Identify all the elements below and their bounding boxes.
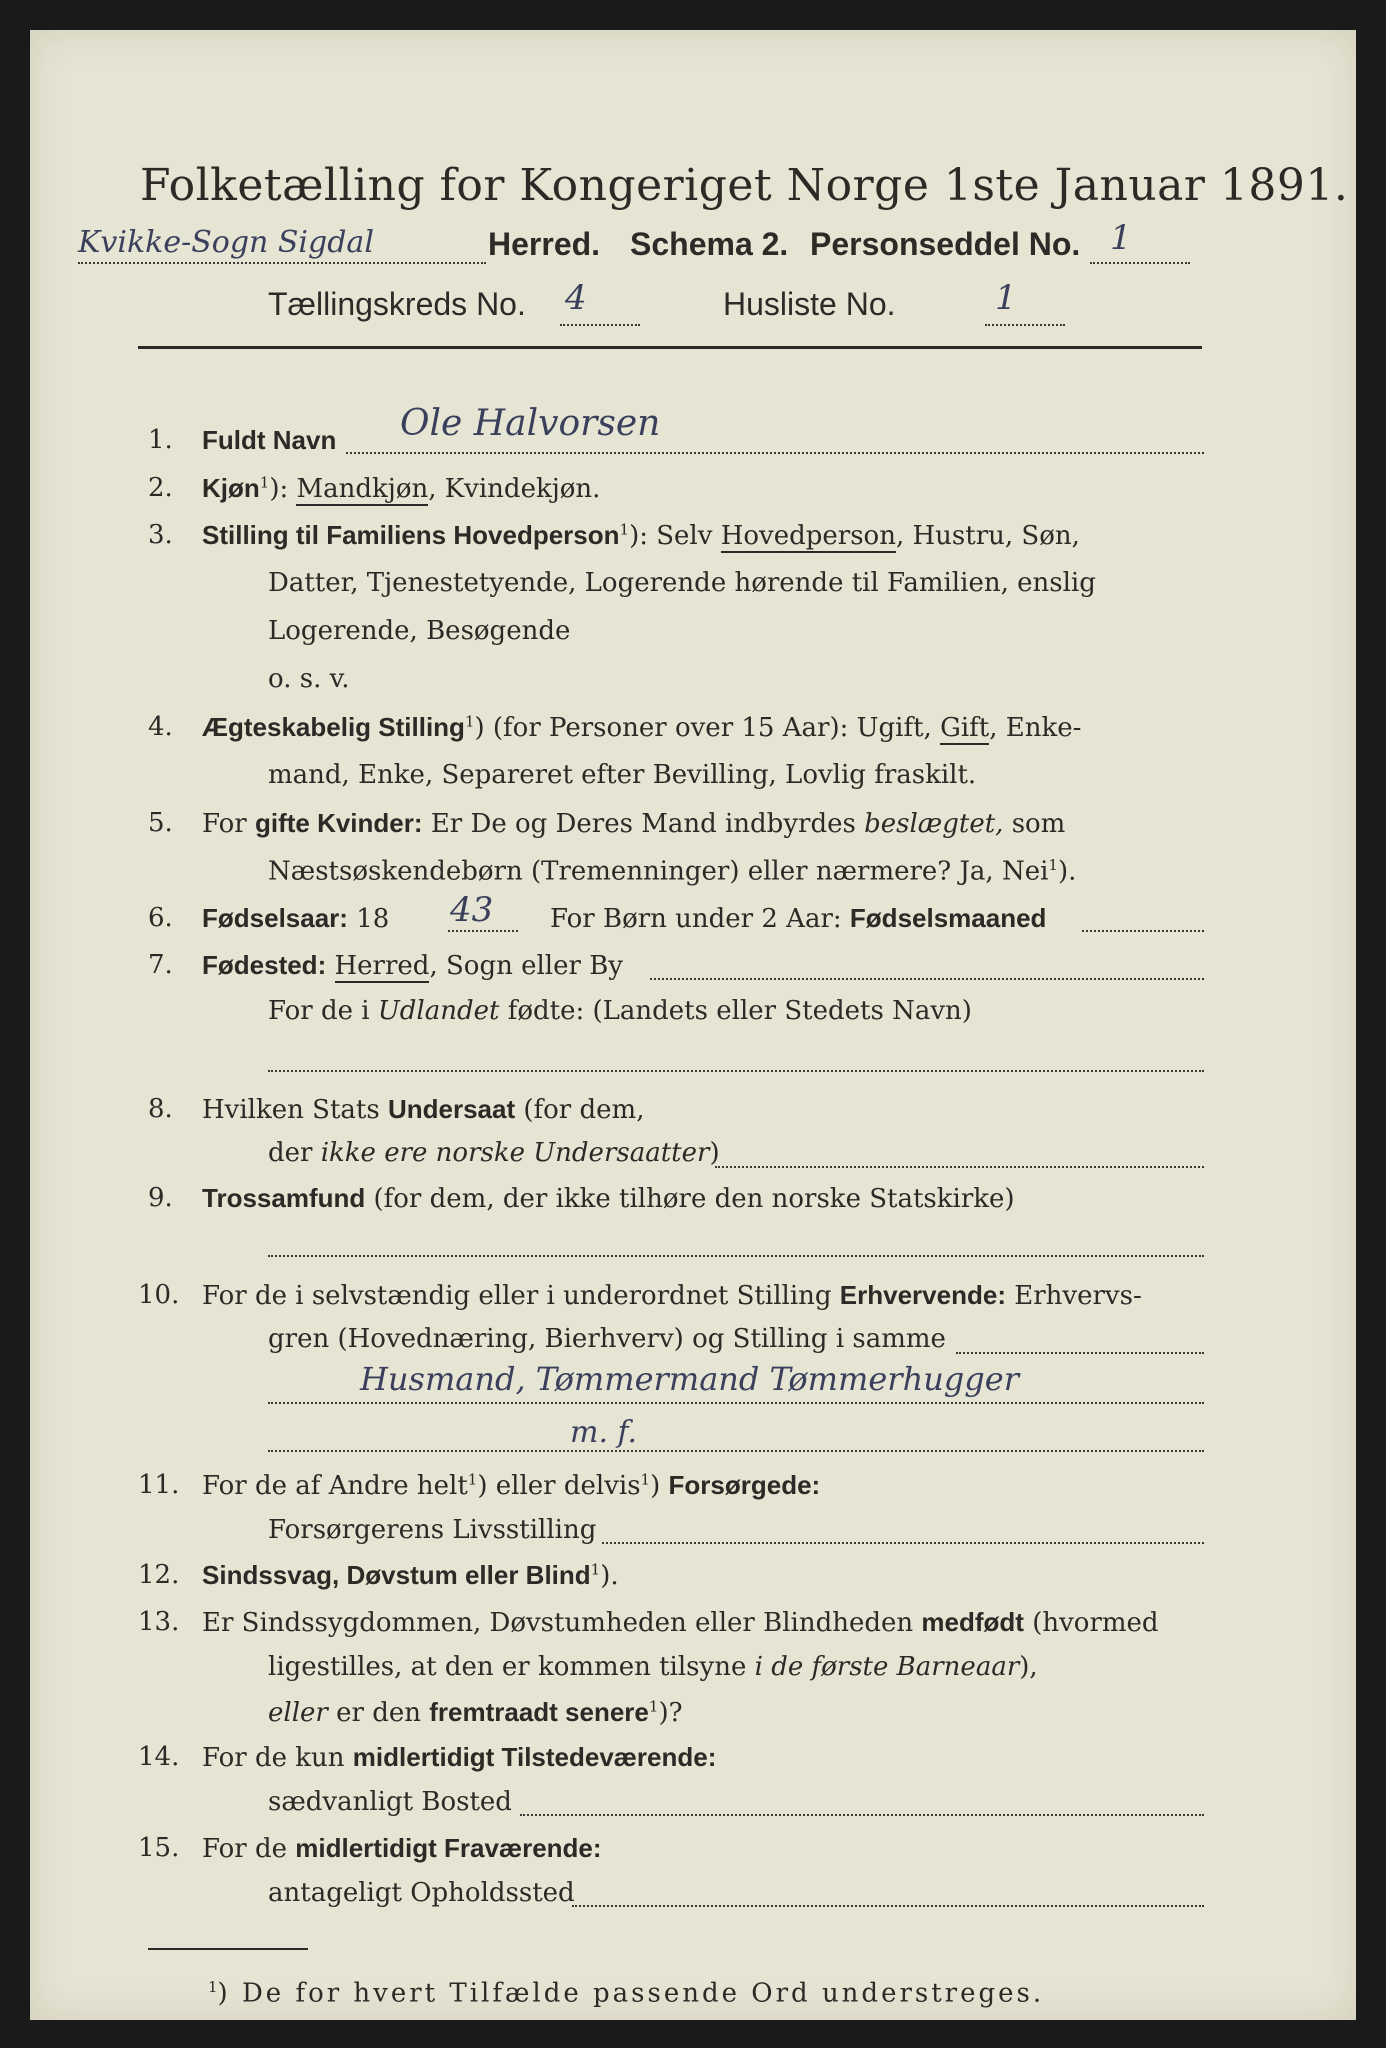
row-5-line-2: Næstsøskendebørn (Tremenninger) eller nærmere? Ja, Nei$^1$). [268, 856, 1077, 887]
row-10-dotted-line-3 [268, 1450, 1204, 1452]
row-13-line-3: eller er den fremtraadt senere$^1$)? [268, 1697, 683, 1728]
row-11-number: 11. [138, 1470, 180, 1500]
row-4-number: 4. [148, 712, 173, 742]
row-1-name-value: Ole Halvorsen [400, 403, 661, 444]
tellingskreds-label: Tællingskreds No. [268, 286, 526, 322]
husliste-label: Husliste No. [723, 286, 896, 322]
row-15-dotted-line [572, 1905, 1204, 1907]
herred-handwritten: Kvikke-Sogn Sigdal [78, 225, 374, 260]
row-7-underlined-herred: Herred [334, 951, 430, 981]
row-6-number: 6. [148, 903, 173, 933]
row-9-dotted-line [268, 1255, 1204, 1257]
row-10-text: For de i selvstændig eller i underordnet Stilling Erhvervende: Erhvervs- [202, 1280, 1142, 1311]
row-12-number: 12. [138, 1560, 180, 1590]
row-2-number: 2. [148, 473, 173, 503]
row-11-text: For de af Andre helt$^1$) eller delvis$^1$) Forsørgede: [202, 1470, 821, 1501]
row-10-dotted-line [956, 1352, 1204, 1354]
row-9-text: Trossamfund (for dem, der ikke tilhøre den norske Statskirke) [202, 1183, 1015, 1214]
row-7-text: Fødested: Herred, Sogn eller By [202, 950, 623, 981]
row-14-text: For de kun midlertidigt Tilstedeværende: [202, 1742, 717, 1773]
row-3-line-2: Datter, Tjenestetyende, Logerende hørende til Familien, enslig [268, 568, 1096, 598]
husliste-value: 1 [995, 278, 1017, 318]
personseddel-value: 1 [1110, 218, 1132, 258]
row-11-line-2: Forsørgerens Livsstilling [268, 1515, 597, 1545]
row-15-text: For de midlertidigt Fraværende: [202, 1833, 602, 1864]
row-4-text: Ægteskabelig Stilling$^1$) (for Personer over 15 Aar): Ugift, Gift, Enke- [202, 712, 1082, 743]
row-5-text: For gifte Kvinder: Er De og Deres Mand indbyrdes beslægtet, som [202, 808, 1066, 839]
row-13-number: 13. [138, 1607, 180, 1637]
tellingskreds-dotted-line [560, 324, 640, 326]
header-rule [138, 346, 1202, 349]
row-1-number: 1. [148, 425, 173, 455]
herred-dotted-line [78, 262, 486, 264]
row-9-number: 9. [148, 1183, 173, 1213]
footnote: $^1$) De for hvert Tilfælde passende Ord understreges. [208, 1978, 1045, 2009]
row-12-text: Sindssvag, Døvstum eller Blind$^1$). [202, 1560, 619, 1591]
row-4-underlined-gift: Gift [940, 713, 990, 743]
tellingskreds-value: 4 [565, 278, 587, 318]
row-3-line-4: o. s. v. [268, 664, 350, 694]
row-1-dotted-line [346, 452, 1204, 454]
row-6-label: Fødselsaar: 18 [202, 903, 390, 934]
row-14-dotted-line [520, 1814, 1204, 1816]
row-15-line-2: antageligt Opholdssted [268, 1878, 575, 1908]
row-1-label: Fuldt Navn [202, 425, 337, 455]
schema-label: Schema 2. [630, 226, 789, 262]
personseddel-label: Personseddel No. [810, 226, 1081, 262]
footnote-rule [148, 1948, 308, 1950]
row-10-dotted-line-2 [268, 1402, 1204, 1404]
row-8-line-2: der ikke ere norske Undersaatter) [268, 1138, 720, 1168]
row-6-year-dotted-line [448, 930, 518, 932]
row-6-text-b: For Børn under 2 Aar: Fødselsmaaned [550, 903, 1047, 934]
row-14-number: 14. [138, 1742, 180, 1772]
row-2-text: Kjøn$^1$): Mandkjøn, Kvindekjøn. [202, 473, 601, 504]
row-5-number: 5. [148, 808, 173, 838]
row-13-line-2: ligestilles, at den er kommen tilsyne i de første Barneaar), [268, 1652, 1038, 1682]
row-14-line-2: sædvanligt Bosted [268, 1787, 512, 1817]
row-15-number: 15. [138, 1833, 180, 1863]
row-13-text: Er Sindssygdommen, Døvstumheden eller Blindheden medfødt (hvormed [202, 1607, 1159, 1638]
row-7-number: 7. [148, 950, 173, 980]
row-4-line-2: mand, Enke, Separeret efter Bevilling, Lovlig fraskilt. [268, 760, 977, 790]
row-6-dotted-line [1082, 930, 1204, 932]
row-8-dotted-line [715, 1166, 1204, 1168]
row-7-dotted-line-2 [268, 1070, 1204, 1072]
row-11-dotted-line [602, 1542, 1204, 1544]
row-6-birthyear-value: 43 [450, 890, 494, 930]
form-title: Folketælling for Kongeriget Norge 1ste Januar 1891. [140, 160, 1349, 211]
herred-label: Herred. [488, 226, 601, 262]
row-3-text: Stilling til Familiens Hovedperson$^1$): Selv Hovedperson, Hustru, Søn, [202, 520, 1080, 551]
husliste-dotted-line [985, 324, 1065, 326]
census-form-sheet [30, 30, 1356, 2020]
row-3-line-3: Logerende, Besøgende [268, 616, 571, 646]
row-10-number: 10. [138, 1280, 180, 1310]
row-10-line-2: gren (Hovednæring, Bierhverv) og Stilling i samme [268, 1324, 946, 1354]
row-7-dotted-line [650, 978, 1204, 980]
row-3-underlined-hovedperson: Hovedperson [720, 521, 896, 551]
row-7-line-2: For de i Udlandet fødte: (Landets eller Stedets Navn) [268, 996, 972, 1026]
row-3-number: 3. [148, 520, 173, 550]
row-10-occupation-value: Husmand, Tømmermand Tømmerhugger [360, 1360, 1019, 1398]
personseddel-dotted-line [1090, 262, 1190, 264]
row-8-number: 8. [148, 1094, 173, 1124]
row-10-occupation-value-2: m. f. [570, 1415, 638, 1450]
row-8-text: Hvilken Stats Undersaat (for dem, [202, 1094, 645, 1125]
row-2-underlined-mandkjon: Mandkjøn [296, 474, 429, 504]
